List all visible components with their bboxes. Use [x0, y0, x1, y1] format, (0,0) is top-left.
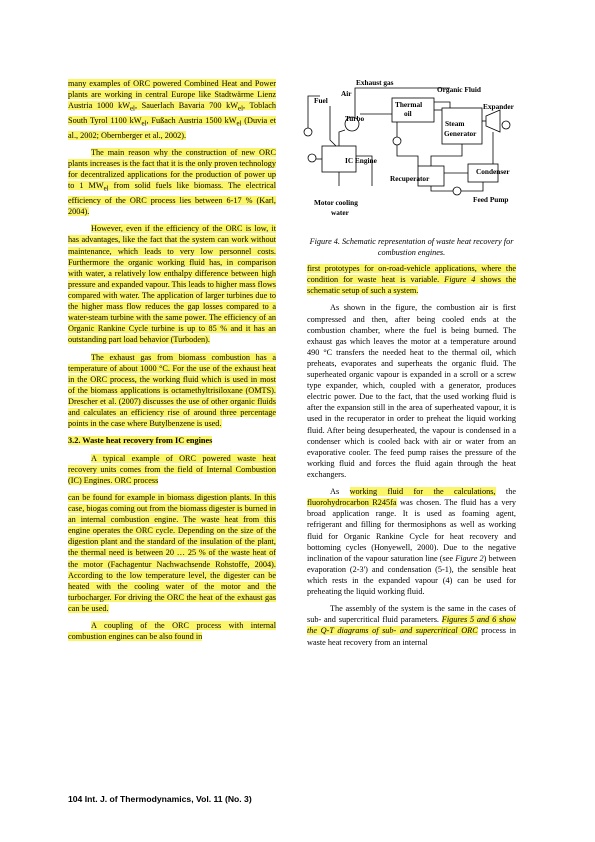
label-generator: Generator	[444, 129, 477, 138]
label-fuel: Fuel	[314, 96, 328, 105]
biomass-digestion-text: can be found for example in biomass digestion plants. In this case, biogas coming out from the biomass digester is burned in an internal combustion engine. The waste heat from this engine operates the ORC cycle. Depending on the size of the digestion plant and the standard of the insulation of the plant, the thermal need is between 20 … 25 % of the waste heat of the motor (Fachagentur Nachwachsende Rohstoffe, 2004). According to the low temperature level, the digester can be heated with the cooling water of the motor and the turbocharger. For driving the ORC the heat of the exhaust gas can be used.	[68, 492, 276, 613]
label-steam: Steam	[445, 119, 465, 128]
label-exhaust-gas: Exhaust gas	[356, 78, 394, 87]
label-recuperator: Recuperator	[390, 174, 430, 183]
page-footer: 104 Int. J. of Thermodynamics, Vol. 11 (No. 3)	[68, 794, 252, 804]
label-turbo: Turbo	[345, 114, 365, 123]
label-thermal: Thermal	[395, 100, 423, 109]
label-expander: Expander	[483, 102, 514, 111]
coupling-text: A coupling of the ORC process with internal combustion engines can be also found in	[68, 621, 276, 642]
label-air: Air	[341, 89, 352, 98]
prototypes-text: first prototypes for on-road-vehicle applications, where the condition for waste heat is variable. Figure 4 shows the schematic setup of such a system.	[307, 264, 516, 296]
label-organic-fluid: Organic Fluid	[437, 85, 481, 94]
paragraph-main-reason	[68, 147, 276, 217]
advantages-text: However, even if the efficiency of the ORC is low, it has advantages, like the fact that the system can work without maintenance, which leads to very low personnel costs. Furthermore the organic working fluid has, in comparison with water, a relatively low enthalpy difference between high pressure and expanded vapour. This leads to higher mass flows compared with water. The application of larger turbines due to the higher mass flow reduces the gap losses compared to a water-steam turbine with the same power. The efficiency of an Organic Rankine Cycle turbine is up to 85 % and it has an outstanding part load behavior (Turboden).	[68, 224, 276, 345]
paragraph-ic-engines-intro	[68, 453, 276, 486]
paragraph-biomass-digestion	[68, 492, 276, 614]
label-motor-cooling: Motor cooling	[314, 198, 358, 207]
main-reason-text: The main reason why the construction of new ORC plants increases is the fact that it is the only proven technology for decentralized applications for the production of power up to 1 $MW_{el}$ from solid fuels like biomass. The electrical efficiency of the ORC process lies between 6-17 % (Karl, 2004).	[68, 147, 276, 217]
paragraph-chp-examples	[68, 78, 276, 141]
figure-4-schematic	[300, 76, 522, 226]
paragraph-advantages	[68, 223, 276, 345]
label-feed-pump: Feed Pump	[473, 195, 509, 204]
left-column	[68, 78, 276, 649]
chp-examples-text: many examples of ORC powered Combined Heat and Power plants are working in central Europe like Stadtwärme Lienz Austria 1000 $kW_{el}$, Sauerlach Bavaria 700 $kW_{el}$, Toblach South Tyrol 1100 $kW_{el}$, Fußach Austria 1500 $kW_{el}$ (Duvia et al., 2002; Obernberger et al., 2002).	[68, 79, 277, 140]
label-oil: oil	[404, 109, 412, 118]
label-ic-engine: IC Engine	[345, 156, 377, 165]
section-heading: 3.2. Waste heat recovery from IC engines	[68, 436, 213, 446]
label-water: water	[331, 208, 349, 217]
paragraph-exhaust-gas	[68, 352, 276, 430]
paragraph-working-fluid: As working fluid for the calculations, the fluorohydrocarbon R245fa was chosen. The fluid has a very broad application range. It is used as foaming agent, refrigerant and filling for thermosiphons as well as working fluid for Organic Rankine Cycle for heat recovery and bottoming cycles (Honyewell, 2000). Due to the negative inclination of the vapour saturation line (see Figure 2) between evaporation (2-3') and condensation (5-1), the sensible heat which rests in the expanded vapour (4) can be used for preheating the liquid working fluid.	[307, 487, 516, 596]
label-condenser: Condenser	[476, 167, 510, 176]
figure-caption: Figure 4. Schematic representation of waste heat recovery for combustion engines.	[309, 237, 514, 257]
ic-intro-text: A typical example of ORC powered waste heat recovery units comes from the field of Internal Combustion (IC) Engines. ORC process	[68, 453, 276, 485]
right-column	[307, 263, 516, 654]
expander-shape	[486, 110, 500, 132]
paragraph-description: As shown in the figure, the combustion air is first compressed and then, after being cooled ends at the combustion chamber, where the fuel is being burned. The exhaust gas which leaves the motor at a temperature around 490 °C transfers the needed heat to the thermal oil, which preheats, evaporates and superheats the organic fluid. The superheated organic vapour is expanded in a scroll or a screw type expander, which, coupled with a generator, produces electric power. Due to the fact, that the used working fluid is after the expansion still in the area of superheated vapour, it is used in the recuperator in order to preheat the liquid working fluid. After being desuperheated, the vapour is condensed in a condenser which is cooled back with air or water from an evaporative cooler. The feed pump raises the pressure of the working fluid and forces the fluid again through the heat exchangers.	[307, 303, 516, 479]
paragraph-prototypes	[307, 263, 516, 296]
paragraph-assembly: The assembly of the system is the same in the cases of sub- and supercritical fluid parameters. Figures 5 and 6 show the Q-T diagrams of sub- and supercritical ORC process in waste heat recovery from an internal	[307, 604, 516, 647]
paragraph-coupling	[68, 620, 276, 642]
exhaust-gas-text: The exhaust gas from biomass combustion has a temperature of about 1000 °C. For the use of the exhaust heat in the ORC process, the working fluid which is used in most of the biomass applications is octamethyltrisiloxane (OMTS). Drescher et al. (2007) discusses the use of other organic fluids and calculates an efficiency rise of around three percentage points in the case where Butylbenzene is used.	[68, 352, 276, 429]
